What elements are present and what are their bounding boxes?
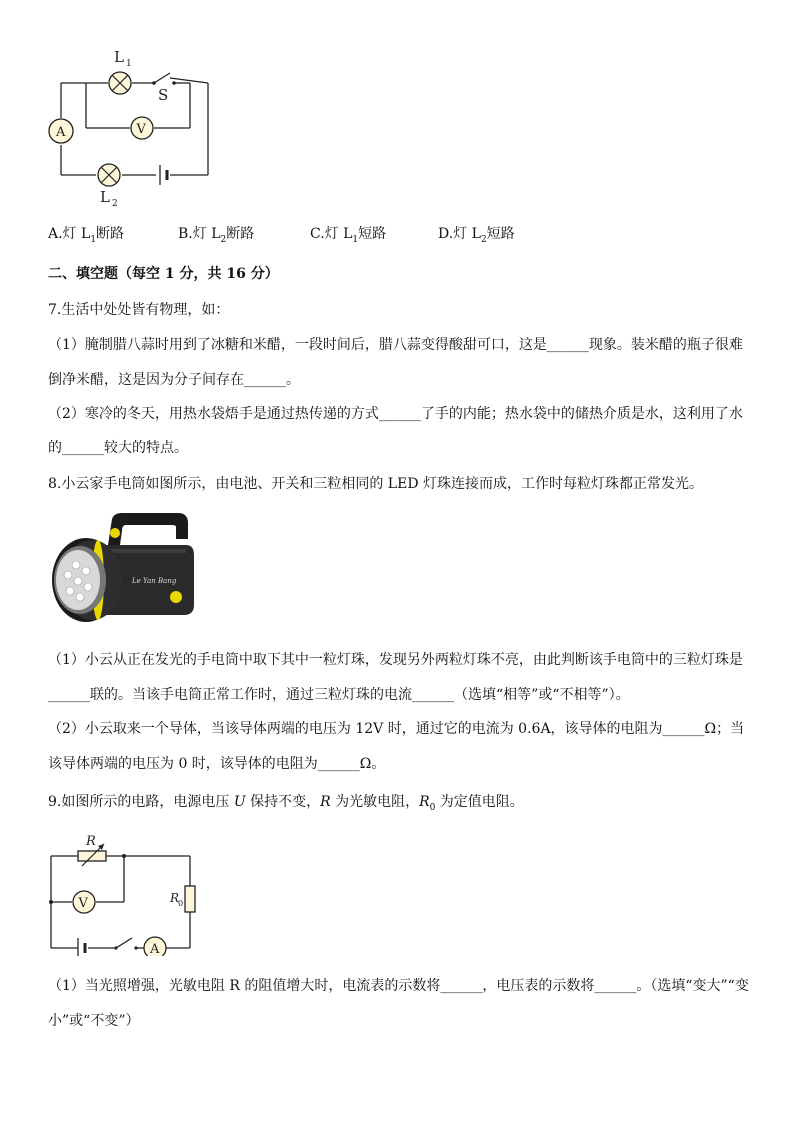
- lamp-l2-subscript: 2: [112, 199, 118, 209]
- lamp-l1: [109, 72, 131, 94]
- question-8-part1-line2: ______联的。当该手电筒正常工作时，通过三粒灯珠的电流______（选填“相等”或“不相等”）。: [48, 687, 630, 703]
- voltmeter-q9-label: V: [78, 896, 88, 911]
- question-7-part2-line2: 的______较大的特点。: [48, 440, 188, 456]
- flashlight-photo: [46, 505, 206, 625]
- lamp-l1-subscript: 1: [126, 59, 132, 69]
- switch-label: S: [158, 86, 169, 104]
- resistor-r0-subscript: 0: [178, 899, 184, 908]
- switch-button-icon: [110, 528, 120, 538]
- option-d[interactable]: D.灯 $L_2$短路: [438, 226, 515, 245]
- question-9-stem: 9.如图所示的电路，电源电压 U 保持不变，R 为光敏电阻，$R_0$ 为定值电阻。: [48, 794, 524, 813]
- option-b[interactable]: B.灯 $L_2$断路: [178, 226, 255, 245]
- question-7-part2-line1: （2）寒冷的冬天，用热水袋焐手是通过热传递的方式______了手的内能；热水袋中的储热介质是水，这利用了水: [48, 406, 743, 422]
- ammeter-q9-label: A: [150, 942, 160, 956]
- lamp-l1-label: L: [114, 48, 124, 66]
- question-8-part1-line1: （1）小云从正在发光的手电筒中取下其中一粒灯珠，发现另外两粒灯珠不亮，由此判断该手电筒中的三粒灯珠是: [48, 652, 743, 668]
- question-7-part1-line2: 倒净米醋，这是因为分子间存在______。: [48, 372, 300, 388]
- question-8-part2-line1: （2）小云取来一个导体，当该导体两端的电压为 12V 时，通过它的电流为 0.6A，该导体的电阻为______Ω；当: [48, 721, 745, 737]
- question-9-part1-line1: （1）当光照增强，光敏电阻 R 的阻值增大时，电流表的示数将______，电压表的示数将______。（选填“变大”“变: [48, 978, 749, 994]
- battery: [160, 165, 167, 185]
- question-7-stem: 7.生活中处处皆有物理，如：: [48, 302, 230, 318]
- option-c[interactable]: C.灯 $L_1$短路: [310, 226, 387, 245]
- section-title-fill-blank: 二、填空题（每空 1 分，共 16 分）: [48, 266, 279, 282]
- question-9-part1-line2: 小”或“不变”）: [48, 1013, 140, 1029]
- resistor-r0-label: R: [170, 891, 180, 905]
- option-a[interactable]: A.灯 $L_1$断路: [48, 226, 125, 245]
- lamp-l2-label: L: [100, 188, 110, 206]
- side-button-icon: [170, 591, 182, 603]
- question-8-part2-line2: 该导体两端的电压为 0 时，该导体的电阻为______Ω。: [48, 756, 386, 772]
- question-8-stem: 8.小云家手电筒如图所示，由电池、开关和三粒相同的 LED 灯珠连接而成，工作时每粒灯珠都正常发光。: [48, 476, 703, 492]
- resistor-r-label: R: [86, 834, 96, 849]
- voltmeter-label: V: [136, 122, 146, 137]
- circuit-diagram-q9: [44, 832, 204, 956]
- lamp-l2: [98, 164, 120, 186]
- circuit-diagram-q6: [40, 40, 230, 215]
- ammeter-label: A: [56, 125, 66, 140]
- fixed-resistor-r0: [185, 886, 195, 912]
- flashlight-brand: Le Yan Bang: [132, 577, 177, 585]
- question-7-part1-line1: （1）腌制腊八蒜时用到了冰糖和米醋，一段时间后，腊八蒜变得酸甜可口，这是______现象。装米醋的瓶子很难: [48, 337, 743, 353]
- battery-q9: [78, 938, 85, 956]
